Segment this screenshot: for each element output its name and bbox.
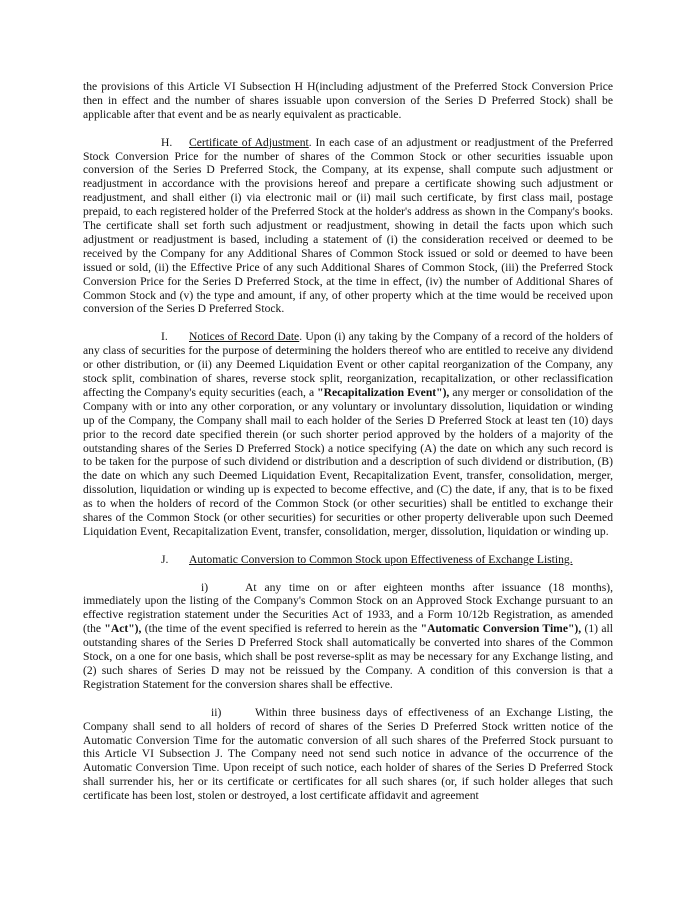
subsection-i-text-b: (the time of the event specified is referred to herein as the: [141, 622, 421, 636]
section-i-body-b: any merger or consolidation of the Company with or into any other corporation, or any voluntary or involuntary dissolution, liquidation or winding up of the Company, the Company shall mail to each holder of the Series D Preferred Stock at least ten (10) days prior to the record date specified therein (or such shorter period approved by the holders of a majority of the outstanding shares of the Series D Preferred Stock) a notice specifying (A) the date on which any such record is to be taken for the purpose of such dividend or distribution and a description of such dividend or distribution, (B) the date on which any such Deemed Liquidation Event, Recapitalization Event, transfer, consolidation, merger, dissolution, liquidation or winding up is expected to become effective, and (C) the date, if any, that is to be fixed as to when the holders of record of the Common Stock (or other securities) shall be entitled to exchange their shares of the Common Stock (or other securities) for securities or other property deliverable upon such Deemed Liquidation Event, Recapitalization Event, transfer, consolidation, merger, dissolution, liquidation or winding up.: [83, 385, 614, 538]
section-j-title: Automatic Conversion to Common Stock upon Effectiveness of Exchange Listing.: [189, 552, 573, 566]
subsection-i-text-c: (1) all outstanding shares of the Series D Preferred Stock shall automatically be converted into shares of the Common Stock, on a one for one basis, which shall be post reverse-split as may be necessary for any Exchange listing, and (2) such shares of Series D may not be reissued by the Company. A condition of this conversion is that a Registration Statement for the conversion shares shall be effective.: [83, 622, 613, 691]
section-h-paragraph: [83, 136, 613, 317]
document-page: [83, 80, 613, 817]
section-h-letter: H.: [161, 135, 173, 149]
subsection-i-paragraph: [83, 581, 613, 692]
section-h-title: Certificate of Adjustment: [189, 135, 309, 149]
section-i-title: Notices of Record Date: [189, 330, 300, 344]
section-i-bold-term: "Recapitalization Event"),: [317, 385, 450, 399]
subsection-ii-paragraph: [83, 706, 613, 803]
section-j-letter: J.: [161, 552, 169, 566]
paragraph-continuation: the provisions of this Article VI Subsection H H(including adjustment of the Preferred Stock Conversion Price then in effect and the number of shares issuable upon conversion of the Series D Preferred Stock) shall be applicable after that event and be as nearly equivalent as practicable.: [83, 80, 613, 121]
section-j-heading: [83, 553, 613, 567]
subsection-i-number: i): [201, 580, 209, 594]
subsection-i-conversion-term: "Automatic Conversion Time"),: [420, 622, 582, 636]
subsection-i-act-term: "Act"),: [104, 622, 142, 636]
section-i-letter: I.: [161, 330, 168, 344]
section-h-body: . In each case of an adjustment or readjustment of the Preferred Stock Conversion Price for the number of shares of the Common Stock or other securities issuable upon conversion of the Series D Preferred Stock, the Company, at its expense, shall compute such adjustment or readjustment in accordance with the provisions hereof and prepare a certificate showing such adjustment or readjustment, and shall either (i) via electronic mail or (ii) mail such certificate, by first class mail, postage prepaid, to each registered holder of the Preferred Stock at the holder's address as shown in the Company's books. The certificate shall set forth such adjustment or readjustment, showing in detail the facts upon which such adjustment or readjustment is based, including a statement of (i) the consideration received or deemed to be received by the Company for any Additional Shares of Common Stock issued or sold or deemed to have been issued or sold, (ii) the Effective Price of any such Additional Shares of Common Stock, (iii) the Preferred Stock Conversion Price for the Series D Preferred Stock, at the time in effect, (iv) the number of Additional Shares of Common Stock and (v) the type and amount, if any, of other property which at the time would be received upon conversion of the Series D Preferred Stock.: [83, 135, 613, 316]
subsection-ii-text: Within three business days of effectiveness of an Exchange Listing, the Company shall send to all holders of record of shares of the Series D Preferred Stock written notice of the Automatic Conversion Time for the automatic conversion of all such shares of the Preferred Stock pursuant to this Article VI Subsection J. The Company need not send such notice in advance of the occurrence of the Automatic Conversion Time. Upon receipt of such notice, each holder of shares of the Series D Preferred Stock shall surrender his, her or its certificate or certificates for all such shares (or, if such holder alleges that such certificate has been lost, stolen or destroyed, a lost certificate affidavit and agreement: [83, 705, 613, 803]
section-i-paragraph: [83, 330, 613, 539]
subsection-ii-number: ii): [211, 705, 222, 719]
subsection-i-text-a: At any time on or after eighteen months after issuance (18 months), immediately upon the listing of the Company's Common Stock on an Approved Stock Exchange pursuant to an effective registration statement under the Securities Act of 1933, and a Form 10/12b Registration, as amended (the: [83, 580, 613, 636]
section-i-body-a: . Upon (i) any taking by the Company of a record of the holders of any class of securities for the purpose of determining the holders thereof who are entitled to receive any dividend or other distribution, or (ii) any Deemed Liquidation Event or other capital reorganization of the Company, any stock split, combination of shares, reverse stock split, reorganization, recapitalization, or other reclassification affecting the Company's equity securities (each, a: [83, 330, 613, 399]
